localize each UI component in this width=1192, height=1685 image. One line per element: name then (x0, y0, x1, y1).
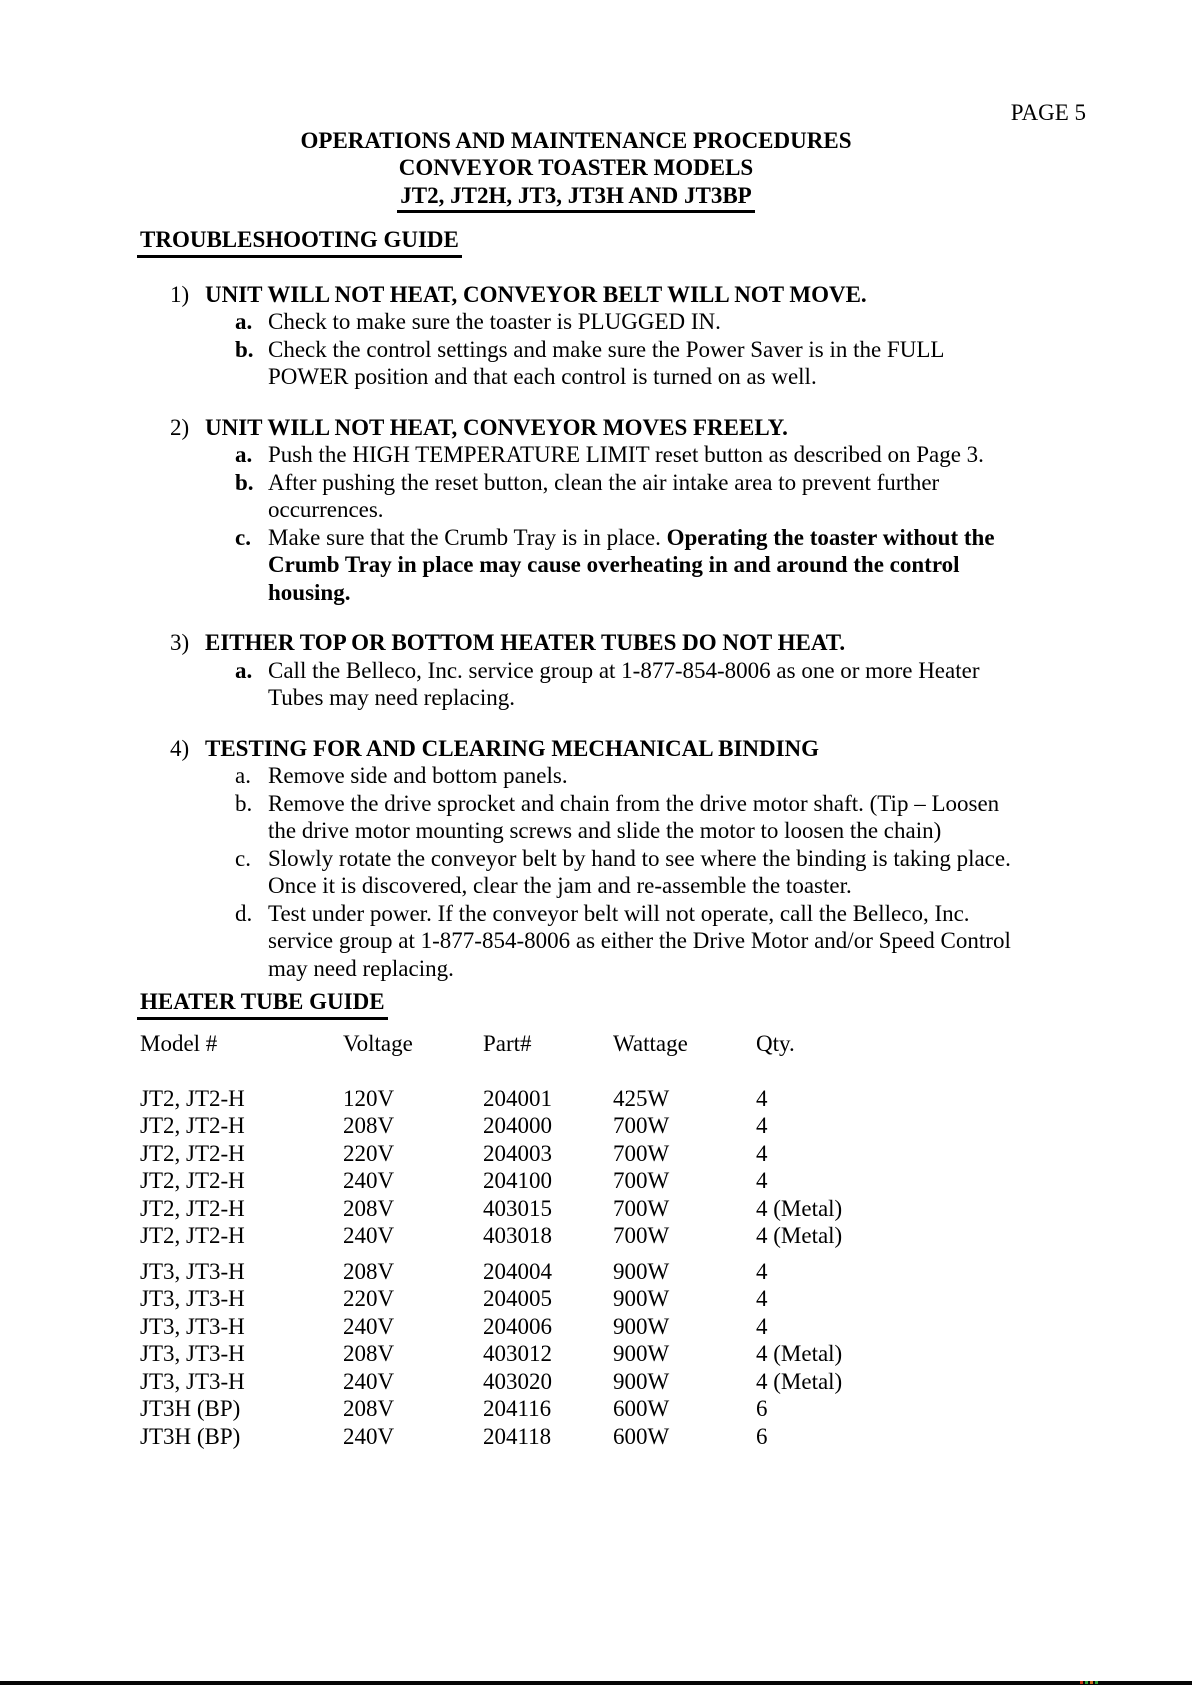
troubleshooting-heading: TROUBLESHOOTING GUIDE (137, 226, 462, 258)
table-cell: 600W (613, 1396, 670, 1421)
subitem-letter: a. (235, 657, 253, 683)
subitem (235, 845, 1058, 900)
table-row (140, 1112, 1058, 1140)
table-cell: 403020 (483, 1368, 552, 1394)
table-cell: 208V (343, 1113, 395, 1138)
text-segment: Operating the toaster without the (666, 524, 995, 550)
text-line (268, 684, 979, 712)
subitem (235, 657, 1058, 712)
document-title-block (140, 127, 1012, 214)
text-line (268, 441, 984, 469)
scan-artifact-dots (1080, 1681, 1098, 1684)
text-line (268, 308, 721, 336)
table-cell: JT2, JT2-H (140, 1113, 245, 1138)
item-title: EITHER TOP OR BOTTOM HEATER TUBES DO NOT HEAT. (205, 630, 846, 655)
table-cell: 4 (756, 1113, 768, 1138)
text-line (268, 845, 1011, 873)
item-heading (140, 281, 1058, 309)
table-header-cell: Model # (140, 1030, 218, 1056)
text-segment: housing. (268, 579, 351, 605)
table-cell: 6 (756, 1396, 768, 1421)
text-segment: Call the Belleco, Inc. service group at 1-877-854-8006 as one or more Heater (268, 657, 980, 683)
troubleshooting-item-3 (140, 629, 1058, 712)
table-cell: 208V (343, 1195, 395, 1221)
subitem-letter: c. (235, 524, 251, 550)
table-cell: 240V (343, 1168, 395, 1193)
table-cell: JT3, JT3-H (140, 1313, 245, 1339)
table-cell: 600W (613, 1423, 670, 1449)
table-cell: 700W (613, 1113, 670, 1138)
item-heading (140, 414, 1058, 442)
table-cell: 700W (613, 1223, 670, 1248)
table-cell: 4 (Metal) (756, 1368, 843, 1394)
title-line-1: OPERATIONS AND MAINTENANCE PROCEDURES (300, 127, 852, 153)
table-row (140, 1423, 1058, 1451)
text-segment: Make sure that the Crumb Tray is in place. (268, 524, 667, 550)
table-cell: 6 (756, 1423, 768, 1449)
table-header-cell: Voltage (343, 1030, 413, 1056)
table-row (140, 1195, 1058, 1223)
table-cell: 900W (613, 1313, 670, 1339)
subitem (235, 762, 1058, 790)
table-cell: 240V (343, 1223, 395, 1248)
table-cell: 204000 (483, 1113, 552, 1138)
subitem-letter: a. (235, 763, 251, 788)
subitem (235, 900, 1058, 983)
table-cell: 4 (756, 1286, 768, 1311)
item-title: TESTING FOR AND CLEARING MECHANICAL BINDING (205, 735, 820, 761)
text-segment: Slowly rotate the conveyor belt by hand to see where the binding is taking place. (268, 845, 1011, 871)
table-cell: 700W (613, 1168, 670, 1193)
table-cell: 700W (613, 1195, 670, 1221)
table-cell: 220V (343, 1140, 395, 1166)
table-cell: 403012 (483, 1341, 552, 1366)
troubleshooting-item-4 (140, 735, 1058, 983)
scan-bottom-bar (0, 1681, 1192, 1685)
text-segment: Push the HIGH TEMPERATURE LIMIT reset button as described on Page 3. (268, 442, 984, 467)
table-header-row (140, 1030, 1058, 1058)
text-segment: Tubes may need replacing. (268, 685, 515, 710)
text-line (268, 551, 995, 579)
item-heading (140, 735, 1058, 763)
table-cell: 240V (343, 1313, 395, 1339)
table-cell: 120V (343, 1085, 395, 1111)
table-row (140, 1368, 1058, 1396)
item-number: 4) (170, 735, 190, 761)
text-line (268, 469, 939, 497)
subitem-text (268, 900, 1011, 983)
text-line (268, 872, 1011, 900)
table-cell: 900W (613, 1258, 670, 1284)
subitem-text (268, 469, 939, 524)
table-cell: 208V (343, 1258, 395, 1284)
subitem-text (268, 524, 995, 607)
heater-tube-guide-section (140, 988, 1058, 1020)
table-cell: JT3, JT3-H (140, 1341, 245, 1366)
text-segment: After pushing the reset button, clean the air intake area to prevent further (268, 469, 940, 495)
table-cell: 700W (613, 1140, 670, 1166)
table-cell: JT3, JT3-H (140, 1286, 245, 1311)
table-cell: 240V (343, 1423, 395, 1449)
table-group-2 (140, 1258, 1058, 1451)
table-row (140, 1222, 1058, 1250)
table-cell: 204116 (483, 1396, 552, 1421)
text-segment: Test under power. If the conveyor belt will not operate, call the Belleco, Inc. (268, 900, 970, 926)
subitem-text (268, 790, 999, 845)
text-line (268, 900, 1011, 928)
text-segment: occurrences. (268, 497, 384, 522)
table-cell: 240V (343, 1368, 395, 1394)
table-row (140, 1258, 1058, 1286)
table-cell: JT2, JT2-H (140, 1140, 245, 1166)
table-cell: JT3H (BP) (140, 1396, 241, 1421)
table-cell: JT3, JT3-H (140, 1258, 245, 1284)
artifact-dot (1090, 1681, 1093, 1684)
subitem-letter: d. (235, 900, 253, 926)
artifact-dot (1080, 1681, 1083, 1684)
heater-tube-table (140, 1030, 1058, 1451)
table-cell: 220V (343, 1286, 395, 1311)
table-cell: JT3, JT3-H (140, 1368, 245, 1394)
text-line (268, 579, 995, 607)
table-cell: 4 (Metal) (756, 1223, 843, 1248)
subitem-letter: b. (235, 469, 254, 495)
subitem-letter: a. (235, 309, 253, 334)
subitem-letter: b. (235, 336, 254, 362)
subitem (235, 336, 1058, 391)
table-cell: 208V (343, 1341, 395, 1366)
text-line (268, 363, 944, 391)
table-cell: 900W (613, 1286, 670, 1311)
subitem (235, 790, 1058, 845)
text-segment: Once it is discovered, clear the jam and re-assemble the toaster. (268, 873, 852, 898)
table-cell: 204004 (483, 1258, 552, 1284)
subitem-letter: c. (235, 845, 251, 871)
item-number: 3) (170, 630, 190, 655)
table-cell: 425W (613, 1085, 670, 1111)
table-cell: JT2, JT2-H (140, 1223, 245, 1248)
table-cell: 204001 (483, 1085, 552, 1111)
table-cell: JT2, JT2-H (140, 1085, 245, 1111)
table-cell: JT3H (BP) (140, 1423, 241, 1449)
text-segment: the drive motor mounting screws and slide the motor to loosen the chain) (268, 818, 942, 843)
text-line (268, 496, 939, 524)
subitem-letter: b. (235, 790, 253, 816)
document-body (140, 99, 1086, 1450)
title-line-2: CONVEYOR TOASTER MODELS (398, 155, 754, 180)
table-row (140, 1395, 1058, 1423)
subitem (235, 469, 1058, 524)
text-line (268, 762, 568, 790)
troubleshooting-list (140, 281, 1058, 983)
item-number: 1) (170, 281, 190, 307)
table-cell: 900W (613, 1368, 670, 1394)
page-number: PAGE 5 (1010, 100, 1086, 125)
item-number: 2) (170, 414, 190, 440)
table-cell: 4 (Metal) (756, 1341, 843, 1366)
subitem-text (268, 308, 721, 336)
troubleshooting-section (140, 226, 1058, 258)
artifact-dot (1095, 1681, 1098, 1684)
table-cell: 4 (Metal) (756, 1195, 843, 1221)
item-title: UNIT WILL NOT HEAT, CONVEYOR MOVES FREELY. (205, 414, 788, 440)
table-cell: 204118 (483, 1423, 552, 1449)
subitem-text (268, 845, 1011, 900)
troubleshooting-item-2 (140, 414, 1058, 607)
text-segment: Crumb Tray in place may cause overheating in and around the control (268, 552, 960, 577)
item-title: UNIT WILL NOT HEAT, CONVEYOR BELT WILL NOT MOVE. (205, 281, 867, 307)
text-line (268, 790, 999, 818)
table-row (140, 1285, 1058, 1313)
table-group-1 (140, 1085, 1058, 1250)
text-segment: POWER position and that each control is turned on as well. (268, 364, 817, 389)
table-cell: 204005 (483, 1286, 552, 1311)
table-cell: 4 (756, 1168, 768, 1193)
table-row (140, 1085, 1058, 1113)
table-cell: 204100 (483, 1168, 552, 1193)
text-line (268, 927, 1011, 955)
table-header-cell: Qty. (756, 1030, 795, 1056)
table-cell: 4 (756, 1140, 768, 1166)
table-cell: 403015 (483, 1195, 552, 1221)
subitem-text (268, 657, 979, 712)
table-cell: 4 (756, 1085, 768, 1111)
item-heading (140, 629, 1058, 657)
subitem-text (268, 762, 568, 790)
table-cell: JT2, JT2-H (140, 1195, 245, 1221)
table-cell: 900W (613, 1341, 670, 1366)
troubleshooting-item-1 (140, 281, 1058, 391)
table-cell: 204003 (483, 1140, 552, 1166)
heater-tube-guide-heading: HEATER TUBE GUIDE (137, 988, 388, 1020)
subitem (235, 308, 1058, 336)
artifact-dot (1085, 1681, 1088, 1684)
table-row (140, 1313, 1058, 1341)
text-segment: Check to make sure the toaster is PLUGGED IN. (268, 309, 721, 334)
table-row (140, 1340, 1058, 1368)
text-line (268, 524, 995, 552)
text-line (268, 955, 1011, 983)
table-cell: 403018 (483, 1223, 552, 1248)
title-line-3: JT2, JT2H, JT3, JT3H AND JT3BP (397, 182, 754, 214)
text-line (268, 657, 979, 685)
text-line (268, 336, 944, 364)
table-blank-line (140, 1057, 1058, 1085)
text-segment: may need replacing. (268, 955, 454, 981)
table-row (140, 1167, 1058, 1195)
table-header-cell: Wattage (613, 1030, 688, 1056)
table-cell: 4 (756, 1313, 768, 1339)
subitem-letter: a. (235, 442, 253, 467)
table-cell: 204006 (483, 1313, 552, 1339)
table-cell: JT2, JT2-H (140, 1168, 245, 1193)
subitem (235, 441, 1058, 469)
table-cell: 4 (756, 1258, 768, 1284)
text-line (268, 817, 999, 845)
subitem-text (268, 441, 984, 469)
text-segment: Remove side and bottom panels. (268, 763, 568, 788)
title-line-3-wrap (140, 182, 1012, 214)
table-row (140, 1140, 1058, 1168)
text-segment: Remove the drive sprocket and chain from the drive motor shaft. (Tip – Loosen (268, 790, 1000, 816)
table-cell: 208V (343, 1396, 395, 1421)
table-header-cell: Part# (483, 1030, 532, 1056)
text-segment: service group at 1-877-854-8006 as either the Drive Motor and/or Speed Control (268, 928, 1011, 953)
text-segment: Check the control settings and make sure the Power Saver is in the FULL (268, 336, 945, 362)
subitem (235, 524, 1058, 607)
subitem-text (268, 336, 944, 391)
